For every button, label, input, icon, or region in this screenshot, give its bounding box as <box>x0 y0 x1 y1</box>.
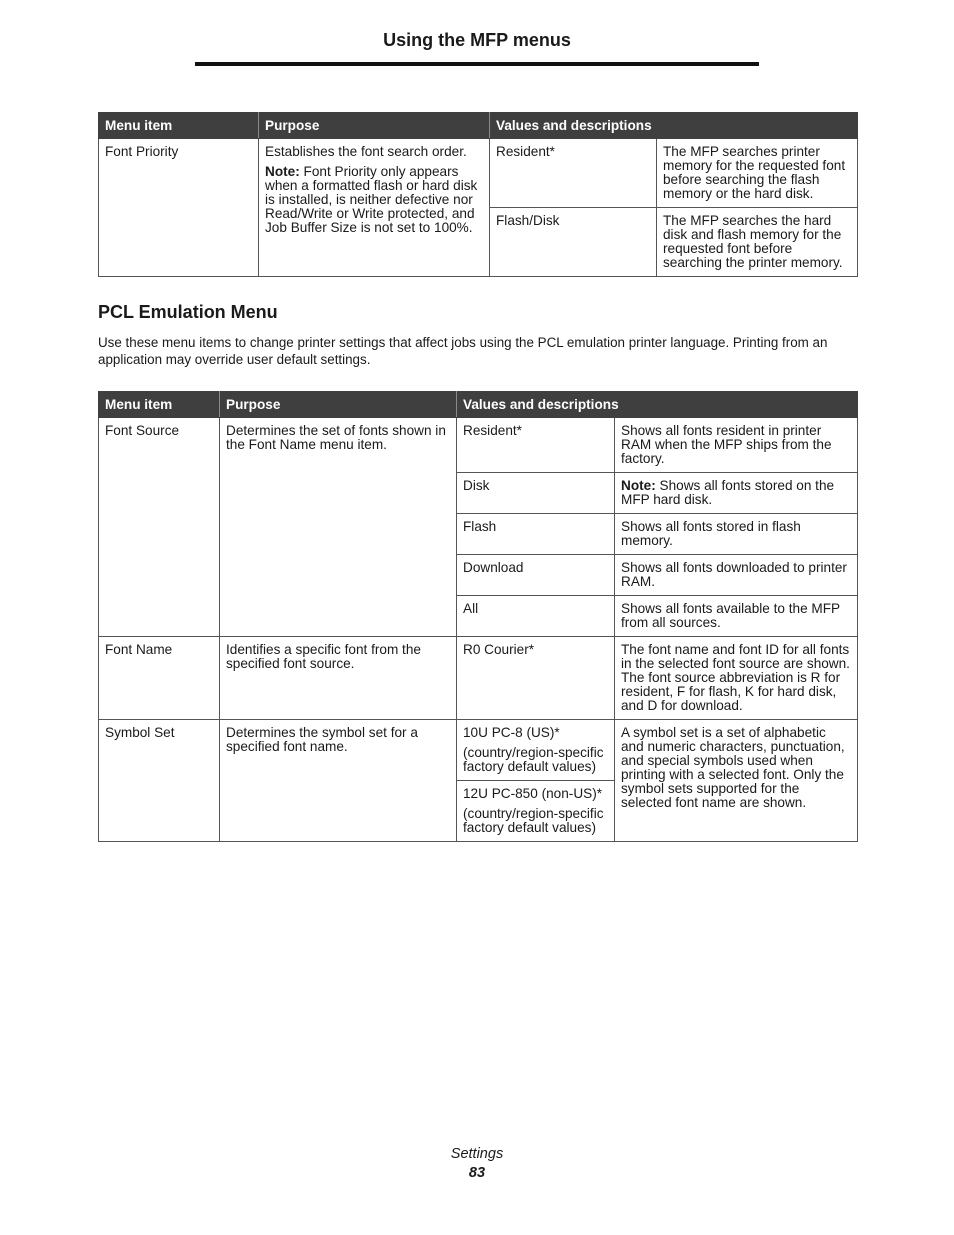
menu-item-cell: Font Priority <box>99 139 259 277</box>
menu-item-cell: Font Source <box>99 418 220 637</box>
col-menu-item: Menu item <box>99 113 259 139</box>
value-cell: Download <box>457 555 615 596</box>
value-cell <box>457 720 615 781</box>
table-row <box>99 418 858 473</box>
description-cell: The MFP searches printer memory for the requested font before searching the flash memory or the hard disk. <box>657 139 858 208</box>
table-row <box>99 720 858 781</box>
section-intro: Use these menu items to change printer settings that affect jobs using the PCL emulation printer language. Printing from an application may override user default settings. <box>98 335 828 367</box>
header-rule <box>195 62 759 66</box>
table-row <box>99 637 858 720</box>
note-label: Note: <box>265 164 300 179</box>
page-header-title: Using the MFP menus <box>383 30 571 50</box>
pcl-emulation-table <box>98 391 858 842</box>
table-header-row <box>99 113 858 139</box>
description-cell <box>615 473 858 514</box>
note-text: Font Priority only appears when a formatted flash or hard disk is installed, is neither defective nor Read/Write or Write protected, and Job Buffer Size is not set to 100%. <box>265 164 478 235</box>
value-cell: Disk <box>457 473 615 514</box>
value-text: 12U PC-850 (non-US)* <box>463 786 603 801</box>
purpose-cell: Determines the set of fonts shown in the Font Name menu item. <box>220 418 457 637</box>
purpose-text: Establishes the font search order. <box>265 144 467 159</box>
menu-item-cell: Symbol Set <box>99 720 220 842</box>
description-cell: A symbol set is a set of alphabetic and numeric characters, punctuation, and special symbols used when printing with a selected font. Only the symbol sets supported for the selected font name are shown. <box>615 720 858 842</box>
description-cell: Shows all fonts downloaded to printer RAM. <box>615 555 858 596</box>
col-values: Values and descriptions <box>490 113 858 139</box>
value-cell: Flash <box>457 514 615 555</box>
footer-section-label: Settings <box>450 1146 504 1162</box>
col-menu-item: Menu item <box>99 392 220 418</box>
purpose-note <box>265 165 484 235</box>
description-cell: Shows all fonts resident in printer RAM when the MFP ships from the factory. <box>615 418 858 473</box>
value-cell: R0 Courier* <box>457 637 615 720</box>
description-cell: The font name and font ID for all fonts in the selected font source are shown. The font source abbreviation is R for resident, F for flash, K for hard disk, and D for download. <box>615 637 858 720</box>
font-priority-table <box>98 112 858 277</box>
description-cell: Shows all fonts available to the MFP from all sources. <box>615 596 858 637</box>
value-cell: Resident* <box>457 418 615 473</box>
note-label: Note: <box>621 478 656 493</box>
description-cell: The MFP searches the hard disk and flash memory for the requested font before searching the printer memory. <box>657 208 858 277</box>
col-purpose: Purpose <box>220 392 457 418</box>
value-subtext: (country/region-specific factory default values) <box>463 806 604 835</box>
purpose-cell: Determines the symbol set for a specified font name. <box>220 720 457 842</box>
value-cell: Flash/Disk <box>490 208 657 277</box>
col-purpose: Purpose <box>259 113 490 139</box>
value-cell: Resident* <box>490 139 657 208</box>
value-cell <box>457 781 615 842</box>
purpose-cell: Identifies a specific font from the specified font source. <box>220 637 457 720</box>
page-number: 83 <box>468 1165 486 1181</box>
menu-item-cell: Font Name <box>99 637 220 720</box>
value-text: 10U PC-8 (US)* <box>463 725 560 740</box>
table-header-row <box>99 392 858 418</box>
section-title: PCL Emulation Menu <box>98 302 278 322</box>
value-cell: All <box>457 596 615 637</box>
col-values: Values and descriptions <box>457 392 858 418</box>
table-row <box>99 139 858 208</box>
note-text: Shows all fonts stored on the MFP hard disk. <box>621 478 835 507</box>
value-subtext: (country/region-specific factory default values) <box>463 745 604 774</box>
purpose-cell <box>259 139 490 277</box>
description-cell: Shows all fonts stored in flash memory. <box>615 514 858 555</box>
